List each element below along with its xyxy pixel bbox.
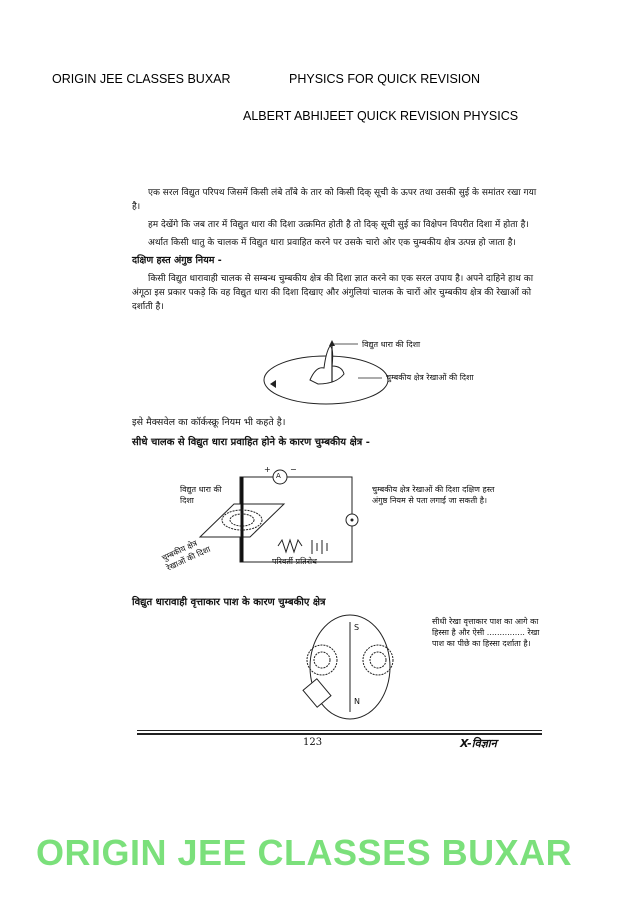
fig3-note: सीधी रेखा वृत्ताकार पाश का आगे का हिस्सा है और ऐसी ............... रेखा पाश का पीछे का हिस्सा दर्शाता है। <box>432 617 540 648</box>
paragraph-3: अर्थात किसी धातु के चालक में विद्युत धारा प्रवाहित करने पर उसके चारो ओर एक चुम्बकीय क्षेत्र उत्पन्न हो जाता है। <box>148 238 516 248</box>
maxwell-rule: इसे मैक्सवेल का कॉर्कस्क्रू नियम भी कहते है। <box>132 417 286 428</box>
footer-brand: X-विज्ञान <box>460 737 497 750</box>
page-number: 123 <box>303 737 323 748</box>
scanned-page-text <box>132 186 542 318</box>
rheostat-icon <box>278 540 302 552</box>
fig2-current-label: विद्युत धारा की दिशा <box>180 485 222 505</box>
header-right: PHYSICS FOR QUICK REVISION <box>289 72 481 86</box>
loop-terminal <box>303 679 331 707</box>
header-subtitle: ALBERT ABHIJEET QUICK REVISION PHYSICS <box>243 109 519 123</box>
minus-sign: − <box>290 465 297 474</box>
hand-icon <box>310 346 344 384</box>
paragraph-2: हम देखेंगे कि जब तार में विद्युत धारा की दिशा उत्क्रमित होती है तो दिक् सूची सुई का विक्षेपन विपरीत दिशा में होता है। <box>148 220 529 230</box>
fig2-rheostat-label: परिवर्ती प्रतिरोध <box>272 557 317 566</box>
field-arrow-icon <box>270 380 276 388</box>
footer-divider <box>137 730 542 731</box>
ammeter-label: A <box>276 472 281 480</box>
circular-loop-figure <box>280 612 542 724</box>
paragraph-1: एक सरल विद्युत परिपथ जिसमें किसी लंबे ताँबे के तार को किसी दिक् सूची के ऊपर तथा उसकी सुई के समांतर रखा गया है। <box>132 188 537 212</box>
heading-circular-loop: विद्युत धारावाही वृत्ताकार पाश के कारण चुम्बकीए क्षेत्र <box>132 597 326 608</box>
maxwell-section <box>132 416 542 454</box>
watermark: ORIGIN JEE CLASSES BUXAR <box>36 832 573 873</box>
plus-sign: + <box>264 465 271 474</box>
header-left: ORIGIN JEE CLASSES BUXAR <box>52 72 231 86</box>
fig2-note: चुम्बकीय क्षेत्र रेखाओं की दिशा दक्षिण हस्त अंगुष्ठ नियम से पता लगाई जा सकती है। <box>372 485 495 505</box>
footer-divider-thick <box>137 733 542 735</box>
fig3-n-label: N <box>354 697 360 706</box>
heading-straight-conductor: सीधे चालक से विद्युत धारा प्रवाहित होने के कारण चुम्बकीय क्षेत्र - <box>132 437 370 448</box>
fig2-field-lines-label: चुम्बकीय क्षेत्र रेखाओं की दिशा <box>160 538 212 573</box>
fig1-current-label: विद्युत धारा की दिशा <box>362 340 421 349</box>
rule-heading: दक्षिण हस्त अंगुष्ठ नियम - <box>132 255 222 266</box>
straight-conductor-figure <box>160 462 540 574</box>
thumb-rule-figure <box>262 338 552 418</box>
fig3-s-label: S <box>354 623 360 632</box>
fig1-field-label: चुम्बकीय क्षेत्र रेखाओं की दिशा <box>386 373 474 382</box>
rule-text: किसी विद्युत धारावाही चालक से सम्बन्ध चुम्बकीय क्षेत्र की दिशा ज्ञात करने का एक सरल उपाय है। अपने दाहिने हाथ का अंगूठा इस प्रकार पकड़े कि वह विद्युत धारा की दिशा दिखाए और अंगुलियां चालक के चारों ओर चुम्बकीय क्षेत्र की रेखाओं को दर्शाती है। <box>132 274 534 312</box>
